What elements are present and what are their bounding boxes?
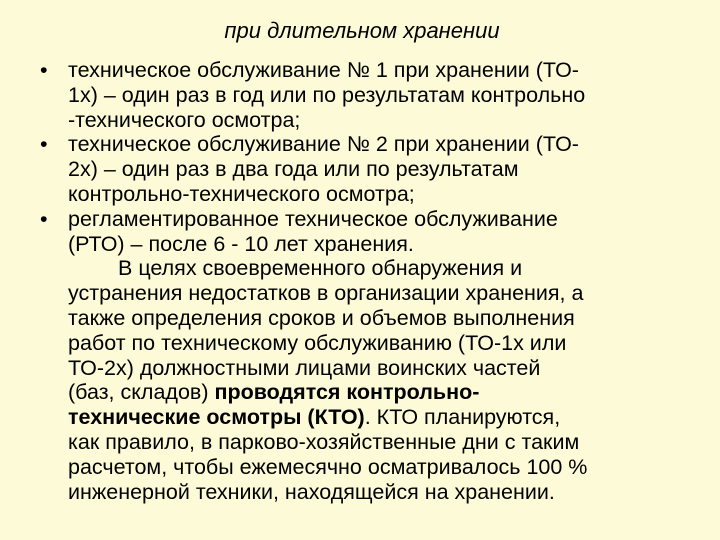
body-paragraph [38, 256, 688, 504]
slide-content [38, 58, 688, 504]
bullet-text-line: техническое обслуживание № 1 при хранении (ТО- [68, 58, 579, 82]
slide-title: при длительном хранении [224, 18, 500, 43]
bullet-text-line: контрольно-технического осмотра; [68, 181, 415, 206]
bullet-text-line: техническое обслуживание № 2 при хранении (ТО- [68, 132, 579, 157]
paragraph-line: расчетом, чтобы ежемесячно осматривалось 100 % [68, 454, 588, 479]
bullet-text-line: 2х) – один раз в два года или по результатам [68, 157, 519, 182]
paragraph-line [68, 256, 688, 281]
bullet-item-rto [38, 207, 688, 257]
bullet-text-line: регламентированное техническое обслуживание [68, 206, 558, 231]
paragraph-line: работ по техническому обслуживанию (ТО-1х или [68, 330, 567, 355]
bullet-marker: • [40, 132, 48, 157]
bullet-text-line: (РТО) – после 6 - 10 лет хранения. [68, 231, 414, 256]
paragraph-text: (баз, складов) [68, 380, 215, 405]
bullet-item-to1 [38, 58, 688, 132]
bullet-text-line: -технического осмотра; [68, 107, 301, 132]
bullet-text-line: 1х) – один раз в год или по результатам контрольно [68, 82, 586, 107]
paragraph-line: ТО-2х) должностными лицами воинских частей [68, 355, 541, 380]
emphasis-text: проводятся контрольно- [214, 380, 480, 405]
bullet-marker: • [40, 206, 48, 231]
emphasis-text: технические осмотры (КТО) [68, 405, 365, 430]
paragraph-line-text: В целях своевременного обнаружения и [118, 256, 523, 281]
paragraph-line: как правило, в парково-хозяйственные дни с таким [68, 429, 580, 454]
paragraph-line: устранения недостатков в организации хранения, а [68, 281, 584, 306]
paragraph-line: инженерной техники, находящейся на хранении. [68, 479, 555, 504]
paragraph-line: также определения сроков и объемов выполнения [68, 305, 575, 330]
paragraph-text: . КТО планируются, [364, 405, 561, 430]
bullet-item-to2 [38, 132, 688, 206]
paragraph-line [68, 405, 688, 430]
bullet-marker: • [40, 58, 48, 82]
paragraph-line [68, 380, 688, 405]
